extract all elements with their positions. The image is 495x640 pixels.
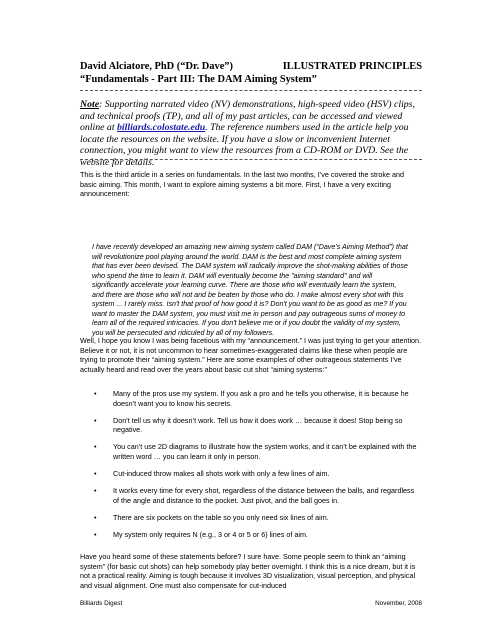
- publication-date: November, 2008: [375, 600, 422, 607]
- author-line: David Alciatore, PhD (“Dr. Dave”): [80, 61, 233, 72]
- bullet-icon: •: [94, 415, 97, 425]
- page-footer: [80, 600, 422, 607]
- list-item: • There are six pockets on the table so you only need six lines of aim.: [94, 512, 329, 522]
- section-title: ILLUSTRATED PRINCIPLES: [282, 61, 422, 72]
- top-divider: [80, 90, 422, 91]
- after-quote-paragraph: Well, I hope you know I was being facetious with my “announcement.” I was just trying to get your attention. Believe it or not, it is not uncommon to hear sometimes-exaggerated claims like these when people are trying to promote their “aiming system.” Here are some examples of other outrageous statements I’ve actually heard and read over the years about basic cut shot “aiming systems:”: [80, 336, 422, 374]
- bullet-icon: •: [94, 442, 97, 452]
- list-item: • Cut-induced throw makes all shots work with only a few lines of aim.: [94, 469, 330, 479]
- bottom-divider: [80, 159, 422, 160]
- intro-paragraph: This is the third article in a series on fundamentals. In the last two months, I’ve covered the stroke and basic aiming. This month, I want to explore aiming systems a bit more. First, I have a very exciting announcement:: [80, 170, 404, 199]
- claims-list: [80, 389, 422, 547]
- article-header: [80, 60, 422, 86]
- bullet-icon: •: [94, 529, 97, 539]
- closing-paragraph: Have you heard some of these statements before? I sure have. Some people seem to think an “aiming system” (for basic cut shots) can help somebody play better overnight. I think this is a nice dream, but it is not a practical reality. Aiming is tough because it involves 3D visualization, visual perception, and physical and visual alignment. One must also compensate for cut-induced: [80, 552, 416, 590]
- note-text-after-link: . The reference numbers used in the article help you locate the resources on the website. If you have a slow or inconvenient Internet connection, you might want to view the resources from a CD-ROM or DVD. See the website for details.: [80, 122, 409, 168]
- note-text-before-link: : Supporting narrated video (NV) demonstrations, high-speed video (HSV) clips, and technical proofs (TP), and all of my past articles, can be accessed and viewed online at: [80, 99, 415, 134]
- list-item: • Don’t tell us why it doesn’t work. Tell us how it does work … because it does! Stop being so negative.: [94, 415, 403, 435]
- publication-name: Billiards Digest: [80, 600, 123, 607]
- announcement-quote: I have recently developed an amazing new aiming system called DAM (“Dave’s Aiming Method”) that will revolutionize pool playing around the world. DAM is the best and most complete aiming system that has ever been devised. The DAM system will radically improve the shot-making abilities of those who spend the time to learn it. DAM will eventually become the "aiming standard" and will significantly accelerate your learning curve. There are those who will eventually learn the system, and there are those who will not and be beaten by those who do. I make almost every shot with this system ... I rarely miss. Isn't that proof of how good it is? Don't you want to be as good as me? If you want to master the DAM system, you must visit me in person and pay outrageous sums of money to learn all of the required intricacies. If you don't believe me or if you doubt the validity of my system, you will be persecuted and ridiculed by all of my followers.: [92, 243, 408, 337]
- list-item: • You can’t use 2D diagrams to illustrate how the system works, and it can’t be explained with the written word … you can learn it only in person.: [94, 442, 417, 461]
- bullet-icon: •: [94, 469, 97, 479]
- article-title: “Fundamentals - Part III: The DAM Aiming System”: [80, 74, 317, 85]
- list-item: • It works every time for every shot, regardless of the distance between the balls, and regardless of the angle and distance to the pocket. Just pivot, and the ball goes in.: [94, 486, 415, 505]
- bullet-icon: •: [94, 389, 97, 398]
- bullet-icon: •: [94, 486, 97, 496]
- list-item: • My system only requires N (e.g., 3 or 4 or 5 or 6) lines of aim.: [94, 529, 308, 539]
- website-link[interactable]: billiards.colostate.edu: [117, 122, 206, 134]
- bullet-icon: •: [94, 512, 97, 522]
- note-label: Note: [80, 99, 100, 110]
- list-item: • Many of the pros use my system. If you ask a pro and he tells you otherwise, it is because he doesn’t want you to know his secrets.: [94, 389, 409, 408]
